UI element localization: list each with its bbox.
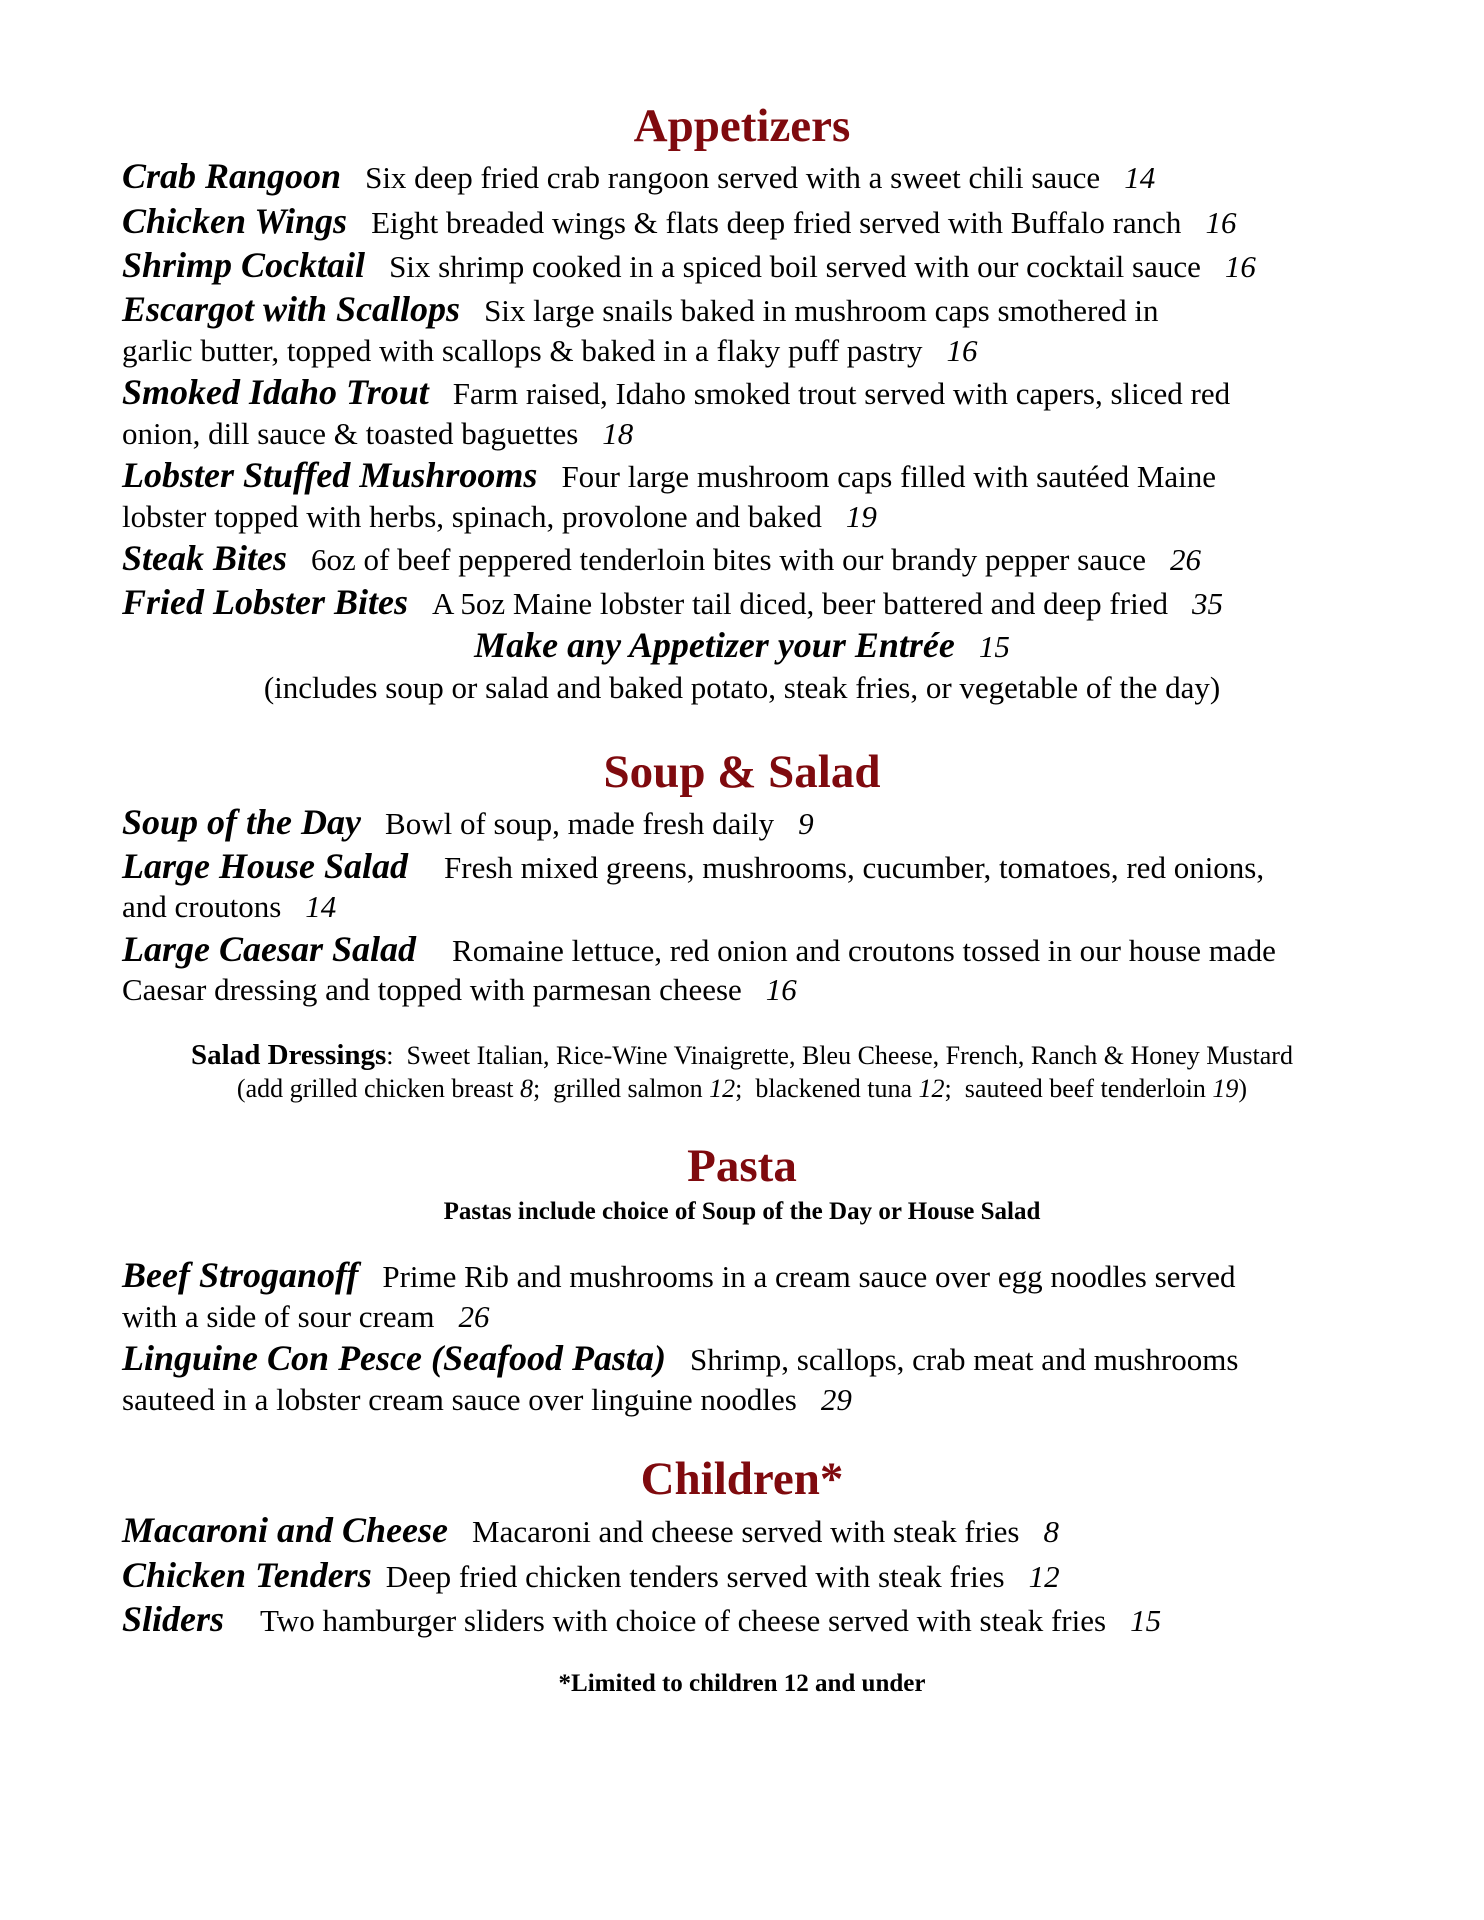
menu-item-lobster-mushrooms-line1: [122, 455, 1402, 497]
item-description: Farm raised, Idaho smoked trout served with capers, sliced red: [452, 376, 1231, 411]
item-description: Six large snails baked in mushroom caps smothered in: [484, 293, 1159, 328]
item-description: Two hamburger sliders with choice of cheese served with steak fries: [260, 1603, 1107, 1638]
item-name: Large House Salad: [122, 846, 409, 886]
item-price: 16: [946, 333, 978, 368]
item-price: 35: [1191, 586, 1223, 621]
item-description: 6oz of beef peppered tenderloin bites with our brandy pepper sauce: [311, 542, 1146, 577]
addon-tuna-price: 12: [918, 1074, 945, 1103]
menu-item-beef-stroganoff-line1: [122, 1255, 1402, 1297]
item-description: Romaine lettuce, red onion and croutons tossed in our house made: [452, 933, 1276, 968]
item-name: Lobster Stuffed Mushrooms: [122, 455, 538, 495]
item-name: Chicken Wings: [122, 201, 348, 241]
item-price: 18: [602, 416, 634, 451]
item-name: Macaroni and Cheese: [122, 1510, 449, 1550]
menu-item-mac-and-cheese: [122, 1510, 1402, 1552]
item-description: Fresh mixed greens, mushrooms, cucumber, tomatoes, red onions,: [444, 850, 1265, 885]
salad-dressings: Salad Dressings: Sweet Italian, Rice-Wine Vinaigrette, Bleu Cheese, French, Ranch & Honey Mustard: [191, 1039, 1293, 1071]
addon-chicken: add grilled chicken breast: [245, 1074, 514, 1103]
salad-dressings-list: Sweet Italian, Rice-Wine Vinaigrette, Bleu Cheese, French, Ranch & Honey Mustard: [406, 1041, 1293, 1070]
item-price: 15: [1130, 1603, 1162, 1638]
item-description: lobster topped with herbs, spinach, provolone and baked: [122, 499, 822, 534]
appetizers-title: Appetizers: [633, 100, 851, 152]
item-price: 16: [765, 972, 797, 1007]
item-name: Crab Rangoon: [122, 156, 342, 196]
menu-item-seafood-pasta-line2: [122, 1379, 1402, 1420]
item-description: Eight breaded wings & flats deep fried served with Buffalo ranch: [371, 205, 1182, 240]
item-description: Six deep fried crab rangoon served with a sweet chili sauce: [365, 160, 1101, 195]
menu-item-steak-bites: [122, 538, 1402, 580]
item-name: Chicken Tenders: [122, 1555, 372, 1595]
item-name: Escargot with Scallops: [122, 289, 461, 329]
entree-offer: [0, 625, 1484, 667]
item-description: Deep fried chicken tenders served with steak fries: [385, 1559, 1005, 1594]
pasta-note: Pastas include choice of Soup of the Day or House Salad: [443, 1198, 1041, 1225]
menu-item-smoked-trout-line2: [122, 413, 1402, 454]
menu-item-chicken-wings: [122, 201, 1402, 243]
addon-salmon: grilled salmon: [553, 1074, 703, 1103]
menu-item-caesar-salad-line1: [122, 929, 1402, 971]
pasta-title: Pasta: [687, 1140, 797, 1192]
item-description: A 5oz Maine lobster tail diced, beer battered and deep fried: [432, 586, 1168, 621]
menu-item-soup-of-the-day: [122, 802, 1402, 844]
item-price: 29: [820, 1382, 852, 1417]
addon-tenderloin: sauteed beef tenderloin: [964, 1074, 1206, 1103]
item-price: 14: [305, 889, 337, 924]
menu-item-beef-stroganoff-line2: [122, 1296, 1402, 1337]
item-description: onion, dill sauce & toasted baguettes: [122, 416, 579, 451]
menu-item-fried-lobster-bites: [122, 582, 1402, 624]
item-name: Fried Lobster Bites: [122, 582, 408, 622]
item-price: 26: [458, 1299, 490, 1334]
item-name: Linguine Con Pesce (Seafood Pasta): [122, 1338, 666, 1378]
menu-item-house-salad-line1: [122, 846, 1402, 888]
item-name: Shrimp Cocktail: [122, 245, 366, 285]
item-price: 8: [1043, 1514, 1059, 1549]
item-description: Bowl of soup, made fresh daily: [385, 806, 775, 841]
item-description: sauteed in a lobster cream sauce over linguine noodles: [122, 1382, 797, 1417]
menu-item-lobster-mushrooms-line2: [122, 496, 1402, 537]
item-price: 16: [1224, 249, 1256, 284]
item-description: Macaroni and cheese served with steak fries: [472, 1514, 1020, 1549]
menu-item-shrimp-cocktail: [122, 245, 1402, 287]
menu-item-caesar-salad-line2: [122, 969, 1402, 1010]
item-description: Caesar dressing and topped with parmesan cheese: [122, 972, 742, 1007]
item-description: and croutons: [122, 889, 282, 924]
item-price: 12: [1028, 1559, 1060, 1594]
menu-item-seafood-pasta-line1: [122, 1338, 1402, 1380]
item-name: Soup of the Day: [122, 802, 362, 842]
entree-offer-note: (includes soup or salad and baked potato, steak fries, or vegetable of the day): [263, 670, 1221, 705]
entree-offer-price: 15: [978, 629, 1010, 664]
item-name: Large Caesar Salad: [122, 929, 417, 969]
addon-salmon-price: 12: [709, 1074, 736, 1103]
item-price: 16: [1205, 205, 1237, 240]
children-footnote: *Limited to children 12 and under: [558, 1670, 926, 1697]
menu-item-smoked-trout-line1: [122, 372, 1402, 414]
item-price: 26: [1169, 542, 1201, 577]
item-description: Six shrimp cooked in a spiced boil served with our cocktail sauce: [389, 249, 1201, 284]
children-title: Children*: [640, 1453, 844, 1505]
item-price: 9: [798, 806, 814, 841]
menu-item-crab-rangoon: [122, 156, 1402, 198]
item-description: with a side of sour cream: [122, 1299, 435, 1334]
item-description: Shrimp, scallops, crab meat and mushrooms: [689, 1342, 1239, 1377]
salad-dressings-label: Salad Dressings: [191, 1039, 387, 1071]
item-description: Four large mushroom caps filled with sautéed Maine: [561, 459, 1217, 494]
addon-tuna: blackened tuna: [755, 1074, 913, 1103]
menu-item-chicken-tenders: [122, 1555, 1402, 1597]
addon-chicken-price: 8: [519, 1074, 533, 1103]
item-name: Sliders: [122, 1599, 225, 1639]
entree-offer-label: Make any Appetizer your Entrée: [474, 625, 955, 665]
menu-item-escargot-line1: [122, 289, 1402, 331]
item-price: 19: [845, 499, 877, 534]
menu-item-escargot-line2: [122, 330, 1402, 371]
item-name: Steak Bites: [122, 538, 288, 578]
menu-item-house-salad-line2: [122, 886, 1402, 927]
addon-tenderloin-price: 19: [1212, 1074, 1239, 1103]
item-description: garlic butter, topped with scallops & baked in a flaky puff pastry: [122, 333, 923, 368]
item-name: Smoked Idaho Trout: [122, 372, 429, 412]
soup-salad-title: Soup & Salad: [603, 746, 881, 798]
salad-addons: (add grilled chicken breast 8; grilled salmon 12; blackened tuna 12; sauteed beef tenderloin 19): [236, 1074, 1248, 1103]
item-name: Beef Stroganoff: [122, 1255, 359, 1295]
menu-item-sliders: [122, 1599, 1402, 1641]
item-price: 14: [1124, 160, 1156, 195]
item-description: Prime Rib and mushrooms in a cream sauce over egg noodles served: [382, 1259, 1236, 1294]
